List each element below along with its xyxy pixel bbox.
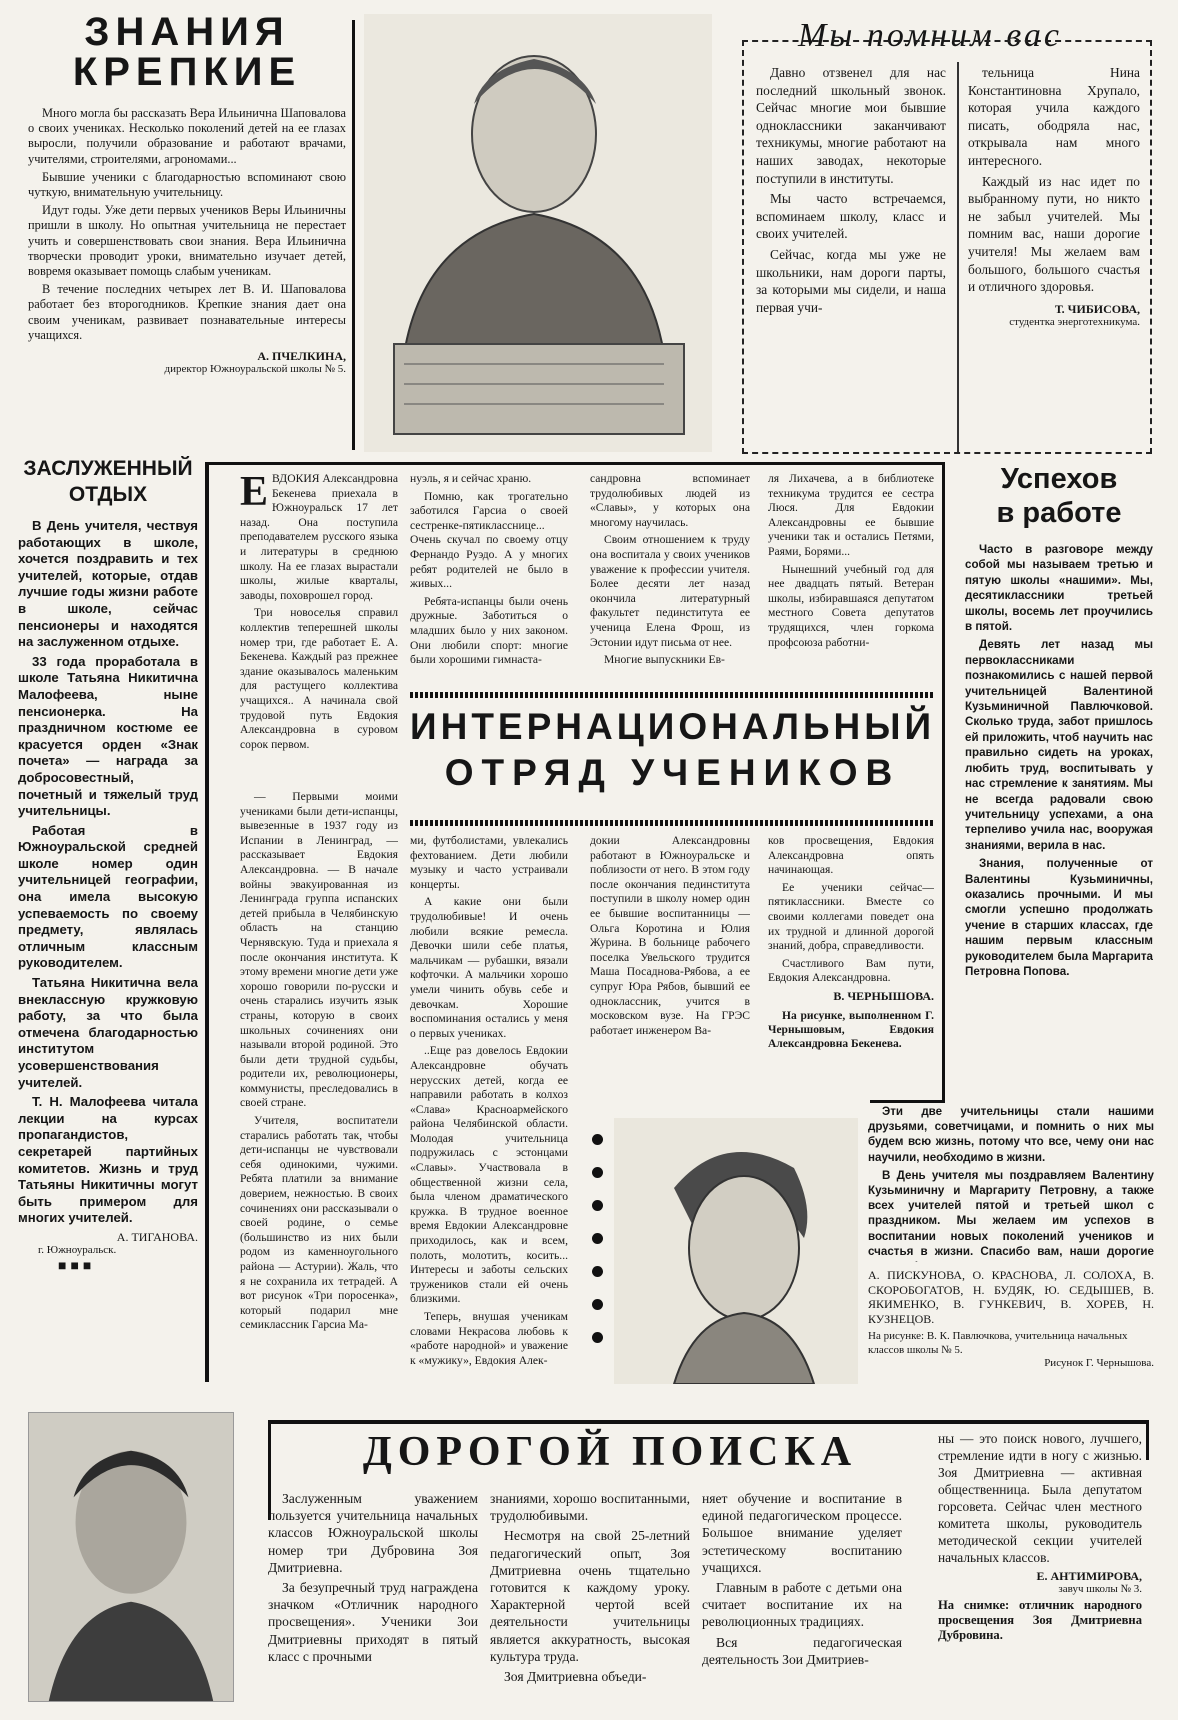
- column-rule: [352, 20, 355, 450]
- article-knowledge-body: Много могла бы рассказать Вера Ильинична Шаповалова о своих учениках. Несколько поколений детей на ее глазах выросли, получили образование и работают врачами, учителями, строителями, агрономами... Бывшие ученики с благодарностью вспоминают свою чуткую, внимательную учительницу. Идут годы. Уже дети первых учеников Веры Ильиничны пришли в школу. Но опытная учительница не перестает учить и совершенствовать свои знания. Вера Ильинична творчески проводит уроки, внимательно изучает детей, вовремя оказывает помощь слабым ученикам. В течение последних четырех лет В. И. Шаповалова работает без второгодников. Крепкие знания дает она своим ученикам, развивает познавательные интересы учащихся.: [28, 106, 346, 342]
- article-we-remember-title: Мы помним вас: [798, 18, 1062, 54]
- article-international-col4-bottom: ков просвещения, Евдокия Александровна опять начинающая. Ее ученики сейчас—пятиклассники. Вместе со своими коллегами поведет она их трудной и длинной дорогой знаний, добра, справедливости. Счастливого Вам пути, Евдокия Александровна. В. ЧЕРНЫШОВА. На рисунке, выполненном Г. Чернышовым, Евдокия Александровна Бекенева.: [768, 834, 934, 1050]
- headline-rule-top: [410, 692, 935, 698]
- article-international-caption: На рисунке, выполненном Г. Чернышовым, Евдокия Александровна Бекенева.: [768, 1009, 934, 1050]
- article-we-remember-author-position: студентка энерготехникума.: [1009, 315, 1140, 328]
- article-international-col1-top: ЕВДОКИЯ Александровна Бекенева приехала в Южноуральск 17 лет назад. Она поступила преподавателем русского языка и литературы в среднюю школу. На ее глазах вырастали школы, жилые кварталы, заводы, поховрошел город. Три новоселья справил коллектив теперешней школы номер три, где работает Е. А. Бекенева. Каждый раз прежнее здание оказывалось маленьким для растущего коллектива учащихся.. А начинала свой трудовой путь Евдокия Александровна в суровом сорок первом.: [240, 472, 398, 751]
- article-rest: [18, 456, 198, 1376]
- article-international-col2-bottom: ми, футболистами, увлекались фехтованием. Дети любили музыку и часто устраивали концерты. А какие они были трудолюбивые! И очень любили всякие ремесла. Девочки шили себе платья, мальчикам — рубашки, вязали кофточки. А мальчики хорошо умели чинить обувь себе и девочкам. Хорошие воспоминания остались у меня о первых учениках. ..Еще раз довелось Евдокии Александровне обучать нерусских детей, когда ее направили работать в колхоз «Слава» Красноармейского района Челябинской области. Молодая учительница подружилась с эстонцами «Славы». Участвовала в общественной жизни села, была членом драматического кружка. В трудное военное время Евдокии Александровне приходилось, как и всем, полоть, молотить, косить... Интересы и заботы сельских тружеников стали ей очень близкими. Теперь, внушая ученикам словами Некрасова любовь к «работе народной» и уважение к «мужику», Евдокия Алек-: [410, 834, 568, 1367]
- article-rest-title: ЗАСЛУЖЕННЫЙ ОТДЫХ: [23, 457, 193, 506]
- article-knowledge: [28, 12, 346, 452]
- article-international-dropcap: Е: [240, 472, 269, 515]
- article-search-col2: знаниями, хорошо воспитанными, трудолюбивыми. Несмотря на свой 25-летний педагогический опыт, Зоя Дмитриевна очень тщательно готовится к каждому уроку. Характерной чертой всей деятельности учительницы является аккуратность, высокая культура труда. Зоя Дмитриевна объеди-: [490, 1491, 690, 1685]
- article-international-col3-top: сандровна вспоминает трудолюбивых людей из «Славы», у которых она многому научилась. Своим отношением к труду она воспитала у своих учеников уважение к профессии учителя. Более десяти лет назад окончила литературный факультет пединститута ее ученица Елена Фрош, из Эстонии идут письма от нее. Многие выпускники Ев-: [590, 472, 750, 667]
- article-success: [965, 462, 1153, 1098]
- article-international-frame-top: [205, 462, 945, 465]
- article-we-remember-col1: Давно отзвенел для нас последний школьный звонок. Сейчас многие мои бывшие одноклассники заканчивают техникумы, многие работают на наших заводах, некоторые поступили в институты. Мы часто встречаемся, вспоминаем школу, класс и своих учителей. Сейчас, когда мы уже не школьники, нам дороги парты, за которыми мы сидели, и наша первая учи-: [756, 65, 946, 315]
- article-success-body-top: Часто в разговоре между собой мы называем третью и пятую школы «нашими». Мы, десятиклассники третьей школы, восемь лет проучились в пятой. Девять лет назад мы первоклассниками познакомились с нашей первой учительницей Валентиной Кузьминичной Павлючковой. Сколько труда, забот пришлось ей приложить, чтоб научить нас правильно сидеть на уроках, любить труд, воспитывать у нас стремление к занятиям. Мы не всегда радовали свою учительницу успехами, а она терпеливо учила нас, вооружая знаниями, верила в нас. Знания, полученные от Валентины Кузьминичны, оказались прочными. И мы смогли успешно продолжать учение в старших классах, где нашим первым классным руководителем была Маргарита Петровна Попова.: [965, 543, 1153, 978]
- article-international-frame-right: [942, 462, 945, 1102]
- article-international-frame-bottom: [870, 1100, 945, 1103]
- article-we-remember-author: Т. ЧИБИСОВА,: [1054, 301, 1140, 316]
- photo-dubrovina: [28, 1412, 234, 1702]
- article-international-col4-top: ля Лихачева, а в библиотеке техникума трудится ее сестра Люся. Для Евдокии Александровны ее бывшие ученики так и остались Петями, Раями, Борями... Нынешний учебный год для нее двадцать пятый. Ветеран школы, избиравшаяся депутатом местного Совета депутатов трудящихся, член горкома профсоюза работни-: [768, 472, 934, 649]
- article-rest-end-marks: ■■■: [58, 1258, 96, 1274]
- article-knowledge-author-position: директор Южноуральской школы № 5.: [164, 363, 346, 376]
- article-international-title: ИНТЕРНАЦИОНАЛЬНЫЙ ОТРЯД УЧЕНИКОВ: [410, 706, 935, 793]
- article-search-title: ДОРОГОЙ ПОИСКА: [362, 1429, 858, 1475]
- article-search-caption: На снимке: отличник народного просвещения Зоя Дмитриевна Дубровина.: [938, 1598, 1142, 1642]
- article-rest-body: В День учителя, чествуя работающих в школе, хочется поздравить и тех учителей, которые, отдав лучшие годы жизни работе в школе, сейчас пенсионеры и находятся на заслуженном отдыхе. 33 года проработала в школе Татьяна Никитична Малофеева, ныне пенсионерка. На праздничном костюме ее красуется орден «Знак почета» — награда за добросовестный, почетный и тяжелый труд учительницы. Работая в Южноуральской средней школе номер один учительницей географии, она имела высокую успеваемость по своему предмету, являлась отличным классным руководителем. Татьяна Никитична вела внеклассную кружковую работу, за что была отмечена благодарностью институтом усовершенствования учителей. Т. Н. Малофеева читала лекции на курсах пропагандистов, секретарей партийных комитетов. Жизнь и труд Татьяны Никитичны могут быть примером для многих учителей.: [18, 518, 198, 1226]
- article-international-col2-top: нуэль, я и сейчас храню. Помню, как трогательно заботился Гарсиа о своей сестренке-пятикласснице... Очень скучал по своему отцу Фернандо Руэдо. А у многих ребят родителей не было в живых... Ребята-испанцы были очень дружные. Заботиться о младших было у них законом. Они любили спорт: многие были хорошими гимнаста-: [410, 472, 568, 667]
- headline-rule-bottom: [410, 820, 935, 826]
- article-international-frame-left: [205, 462, 209, 1382]
- article-search-col3: няет обучение и воспитание в единой педагогическом процессе. Большое внимание уделяет эстетическому воспитанию учащихся. Главным в работе с детьми она считает воспитание их на революционных традициях. Вся педагогическая деятельность Зои Дмитриев-: [702, 1491, 902, 1667]
- article-success-body-bottom: Эти две учительницы стали нашими друзьями, советчицами, и помнить о них мы будем всю жизнь, потому что все, чему они нас научили, необходимо в жизни. В День учителя мы поздравляем Валентину Кузьминичну и Маргариту Петровну, а также всех учителей пятой и третьей школ с праздником. Мы желаем им успехов в воспитании новых поколений учеников и счастья в жизни. Спасибо вам, наши дорогие: [868, 1105, 1154, 1258]
- article-success-caption: На рисунке: В. К. Павлючкова, учительница начальных классов школы № 5. Рисунок Г. Чернышова.: [868, 1330, 1154, 1369]
- article-international-col1-bottom: — Первыми моими учениками были дети-испанцы, вывезенные в 1937 году из Испании в Ленинград, — рассказывает Евдокия Александровна. — В начале войны эвакуированная из Ленинграда группа испанских детей прибыла в Челябинскую область на станцию Чернявскую. Туда и приехала я после окончания института. К этому времени многие дети уже хорошо говорили по-русски и очень старались изучить язык страны, которую в своих школьных сочинениях они называли второй родиной. Это были дети трудной судьбы, родители их, революционеры, коммунисты, преследовались в своей стране. Учителя, воспитатели старались работать так, чтобы дети-испанцы не чувствовали себя одинокими, чужими. Ребята платили за внимание доверием, нежностью. В своих сочинениях они рассказывали о своей родине, о семье (большинство из них были родом из каменноугольного района — Астурии). Жаль, что я не сохранила их тетрадей. А вот рисунок «Три поросенка», который подарил мне семиклассник Гарсиа Ма-: [240, 790, 398, 1332]
- portrait-drawing-shapovalova: [364, 14, 712, 452]
- article-search-col1: Заслуженным уважением пользуется учительница начальных классов Южноуральской школы номер три Дубровина Зоя Дмитриевна. За безупречный труд награждена значком «Отличник народного просвещения». Ученики Зои Дмитриевны приходят в пятый класс с прочными: [268, 1491, 478, 1664]
- column-rule: [957, 62, 959, 452]
- article-success-signatures: А. ПИСКУНОВА, О. КРАСНОВА, Л. СОЛОХА, В. СКОРОБОГАТОВ, Н. БУДЯК, Ю. СЕДЫШЕВ, В. ЯКИМЕНКО, В. ГУНКЕВИЧ, В. ХОРЕВ, Н. КУЗНЕЦОВ.: [868, 1268, 1154, 1326]
- article-success-title: Успехов в работе: [996, 463, 1122, 529]
- article-we-remember-col2: тельница Нина Константиновна Хрупало, которая учила каждого писать, ободряла нас, открывала нам много интересного. Каждый из нас идет по выбранному пути, но никто не забыл учителей. Мы помним вас, наши дорогие учителя! Мы желаем вам большого, большого счастья и отличного здоровья. Т. ЧИБИСОВА, студентка энерготехникума.: [968, 65, 1140, 328]
- article-rest-author-city: г. Южноуральск.: [38, 1243, 117, 1256]
- article-search-frame-right: [1146, 1420, 1149, 1460]
- portrait-drawing-pavlyuchkova: [614, 1118, 858, 1384]
- article-knowledge-author: А. ПЧЕЛКИНА,: [257, 349, 346, 364]
- article-search-author-position: завуч школы № 3.: [1058, 1583, 1142, 1595]
- article-knowledge-title: ЗНАНИЯ КРЕПКИЕ: [72, 12, 302, 94]
- article-international-author: В. ЧЕРНЫШОВА.: [833, 988, 934, 1003]
- decorative-dots: [592, 1134, 606, 1374]
- article-rest-author: А. ТИГАНОВА.: [116, 1229, 198, 1244]
- article-search-author: Е. АНТИМИРОВА,: [1036, 1569, 1142, 1583]
- article-search-col4: ны — это поиск нового, лучшего, стремление идти в ногу с жизнью. Зоя Дмитриевна — активная общественница. Была депутатом горсовета. Сейчас член местного комитета школы, руководитель методической секции учителей начальных классов. Е. АНТИМИРОВА, завуч школы № 3. На снимке: отличник народного просвещения Зоя Дмитриевна Дубровина.: [938, 1431, 1142, 1642]
- article-international-col3-bottom: докии Александровны работают в Южноуральске и поблизости от него. В этом году после окончания пединститута поступили в школу номер один ее бывшие воспитанницы — Ольга Коротина и Юлия Журина. В больнице рабочего поселка Увельского трудится Маша Посаднова-Рябова, а ее супруг Юра Рябов, бывший ее одноклассник, учится в московском вузе. На ГРЭС работает инженером Ва-: [590, 834, 750, 1037]
